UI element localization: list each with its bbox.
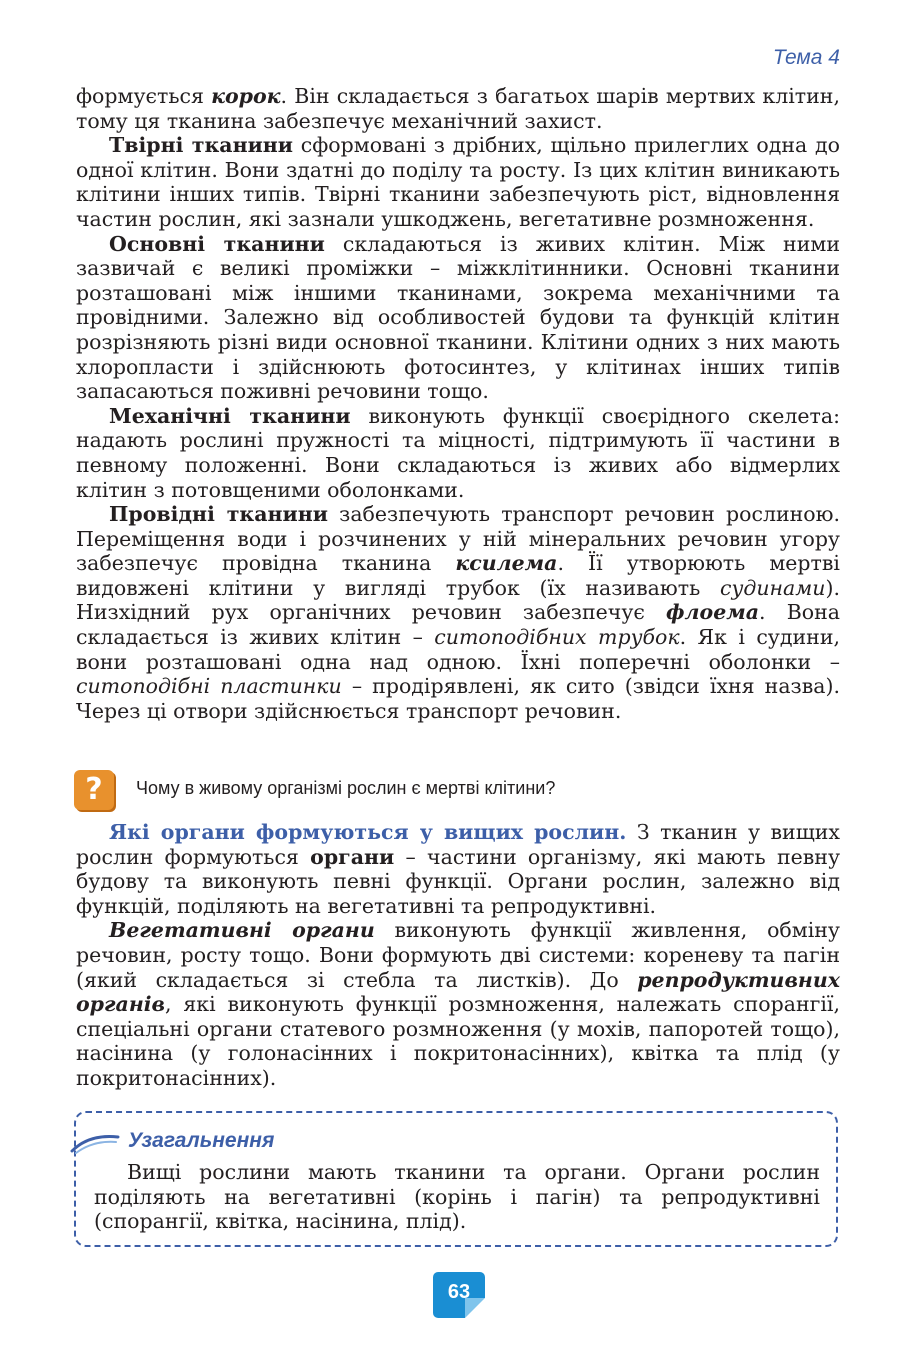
question-block: [74, 770, 854, 814]
text-span: . Її утворюють мертві видовжені клітини у вигляді трубок (їх називають: [76, 551, 840, 600]
page-curl-icon: [465, 1298, 485, 1318]
term-ground-tissue: Основні тканини: [109, 231, 325, 256]
summary-text-container: [94, 1160, 820, 1234]
paragraph-conductive-tissue: [76, 502, 840, 723]
text-span: . Вона складається із живих клітин –: [76, 600, 840, 650]
text-span: , які виконують функції розмноження, належать спорангії, спеціальні органи статевого розмноження (у мохів, папоротей тощо), насінина (у голонасінних і покритонасінних), квітка та плід (у покритонасінних).: [76, 992, 840, 1090]
term-cork: корок: [211, 84, 281, 108]
term-conductive-tissue: Провідні тканини: [109, 502, 328, 527]
term-sieve-tubes: ситоподібних трубок: [434, 625, 680, 650]
term-xylem: ксилема: [455, 551, 558, 576]
summary-title: Узагальнення: [128, 1129, 275, 1152]
question-icon: ?: [74, 770, 114, 810]
page-number-badge: [433, 1272, 485, 1318]
text-span: забезпечують транспорт речовин рослиною. Переміщення води і розчинених у ній мінеральних речовин угору забезпечує провідна тканина: [76, 502, 840, 576]
question-text: Чому в живому організмі рослин є мертві клітини?: [136, 778, 556, 798]
paragraph-vegetative-organs: [76, 918, 840, 1090]
summary-box: [74, 1111, 838, 1247]
paragraph-meristem: [76, 133, 840, 231]
main-text-bottom: [76, 820, 840, 1091]
term-phloem: флоема: [666, 600, 760, 625]
term-mechanical-tissue: Механічні тканини: [109, 403, 351, 428]
text-span: – продірявлені, як сито (звідси їхня назва). Через ці отвори здійснюється транспорт речовин.: [76, 674, 840, 723]
term-meristem: Твірні тканини: [109, 133, 293, 158]
text-span: сформовані з дрібних, щільно прилеглих одна до одної клітин. Вони здатні до поділу та росту. Із цих клітин виникають клітини інших типів. Твірні тканини забезпечують ріст, відновлення частин рослин, які зазнали ушкоджень, вегетативне розмноження.: [76, 133, 840, 231]
text-span: З тканин у вищих рослин формуються: [76, 820, 840, 869]
text-span: виконують функції живлення, обміну речовин, росту тощо. Вони формують дві системи: кореневу та пагін (який складається зі стебла та листків). До: [76, 918, 840, 992]
main-text-top: [76, 84, 840, 723]
paragraph-ground-tissue: [76, 232, 840, 404]
topic-header: Тема 4: [772, 46, 840, 69]
section-heading-organs: Які органи формуються у вищих рослин.: [109, 820, 627, 844]
page-number: 63: [447, 1281, 471, 1303]
term-vessels: судинами: [719, 575, 826, 600]
text-span: – частини організму, які мають певну будову та виконують певні функції. Органи рослин, залежно від функцій, поділяють на вегетативні та репродуктивні.: [76, 844, 841, 918]
text-span: ). Низхідний рух органічних речовин забезпечує: [76, 575, 840, 625]
term-organs: органи: [310, 844, 395, 869]
term-sieve-plates: ситоподібні пластинки: [76, 674, 342, 699]
paragraph-cork: [76, 84, 840, 133]
text-span: складаються із живих клітин. Між ними зазвичай є великі проміжки – міжклітинники. Основні тканини розташовані між іншими тканинами, зокрема механічними та провідними. Залежно від особливостей будови та функцій клітин розрізняють різні види основної тканини. Клітини одних з них мають хлоропласти і здійснюють фотосинтез, у клітинах інших типів запасаються поживні речовини тощо.: [76, 231, 840, 404]
text-span: формується: [76, 84, 212, 108]
term-vegetative-organs: Вегетативні органи: [109, 918, 375, 943]
term-reproductive-organs: репродуктивних органів: [76, 967, 840, 1017]
swoosh-icon: [70, 1131, 122, 1155]
summary-text: Вищі рослини мають тканини та органи. Органи рослин поділяють на вегетативні (корінь і пагін) та репродуктивні (спорангії, квітка, насінина, плід).: [94, 1160, 820, 1234]
paragraph-mechanical-tissue: [76, 404, 840, 502]
text-span: . Він складається з багатьох шарів мертвих клітин, тому ця тканина забезпечує механічний захист.: [76, 84, 840, 133]
text-span: виконують функції своєрідного скелета: надають рослині пружності та міцності, підтримують її частини в певному положенні. Вони складаються із живих або відмерлих клітин з потовщеними оболонками.: [76, 403, 840, 502]
text-span: . Як і судини, вони розташовані одна над одною. Їхні поперечні оболонки –: [76, 625, 840, 674]
paragraph-organs: [76, 820, 840, 918]
